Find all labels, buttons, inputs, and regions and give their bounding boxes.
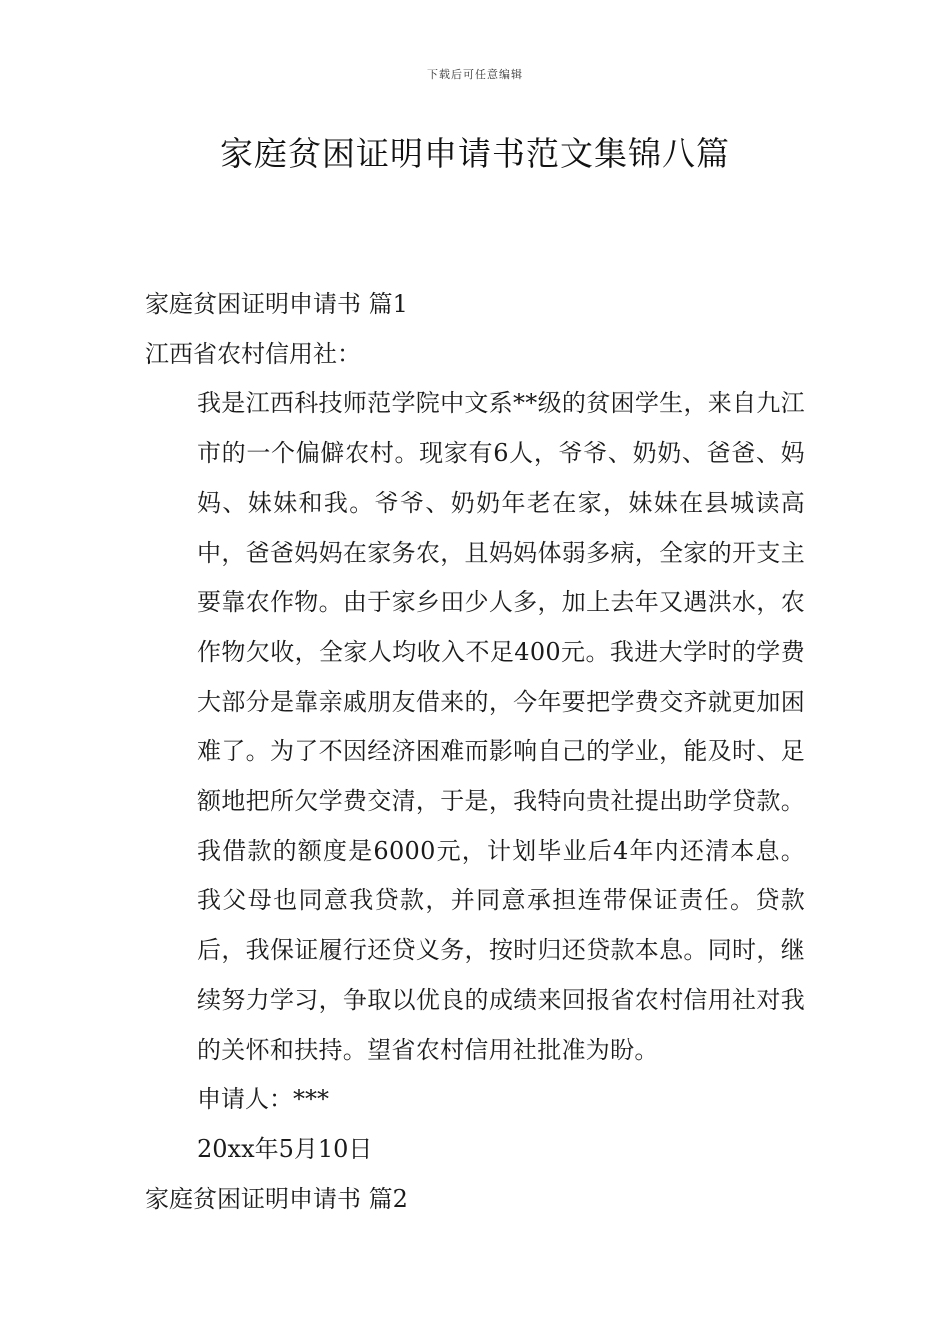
download-note: 下载后可任意编辑	[427, 68, 523, 81]
body-paragraph: 我是江西科技师范学院中文系**级的贫困学生，来自九江市的一个偏僻农村。现家有6人，爷爷、奶奶、爸爸、妈妈、妹妹和我。爷爷、奶奶年老在家，妹妹在县城读高中，爸爸妈妈在家务农，且妈妈体弱多病，全家的开支主要靠农作物。由于家乡田少人多，加上去年又遇洪水，农作物欠收，全家人均收入不足400元。我进大学时的学费大部分是靠亲戚朋友借来的，今年要把学费交齐就更加困难了。为了不因经济困难而影响自己的学业，能及时、足额地把所欠学费交清，于是，我特向贵社提出助学贷款。我借款的额度是6000元，计划毕业后4年内还清本息。我父母也同意我贷款，并同意承担连带保证责任。贷款后，我保证履行还贷义务，按时归还贷款本息。同时，继续努力学习，争取以优良的成绩来回报省农村信用社对我的关怀和扶持。望省农村信用社批准为盼。	[197, 389, 805, 1064]
addressee: 江西省农村信用社：	[145, 339, 361, 368]
section-heading: 家庭贫困证明申请书 篇1	[145, 290, 408, 318]
applicant-line: 申请人：***	[197, 1085, 329, 1114]
document-body	[145, 280, 805, 1224]
date-line: 20xx年5月10日	[197, 1134, 373, 1163]
document-title: 家庭贫困证明申请书范文集锦八篇	[220, 134, 730, 173]
section-heading-2: 家庭贫困证明申请书 篇2	[145, 1184, 408, 1213]
